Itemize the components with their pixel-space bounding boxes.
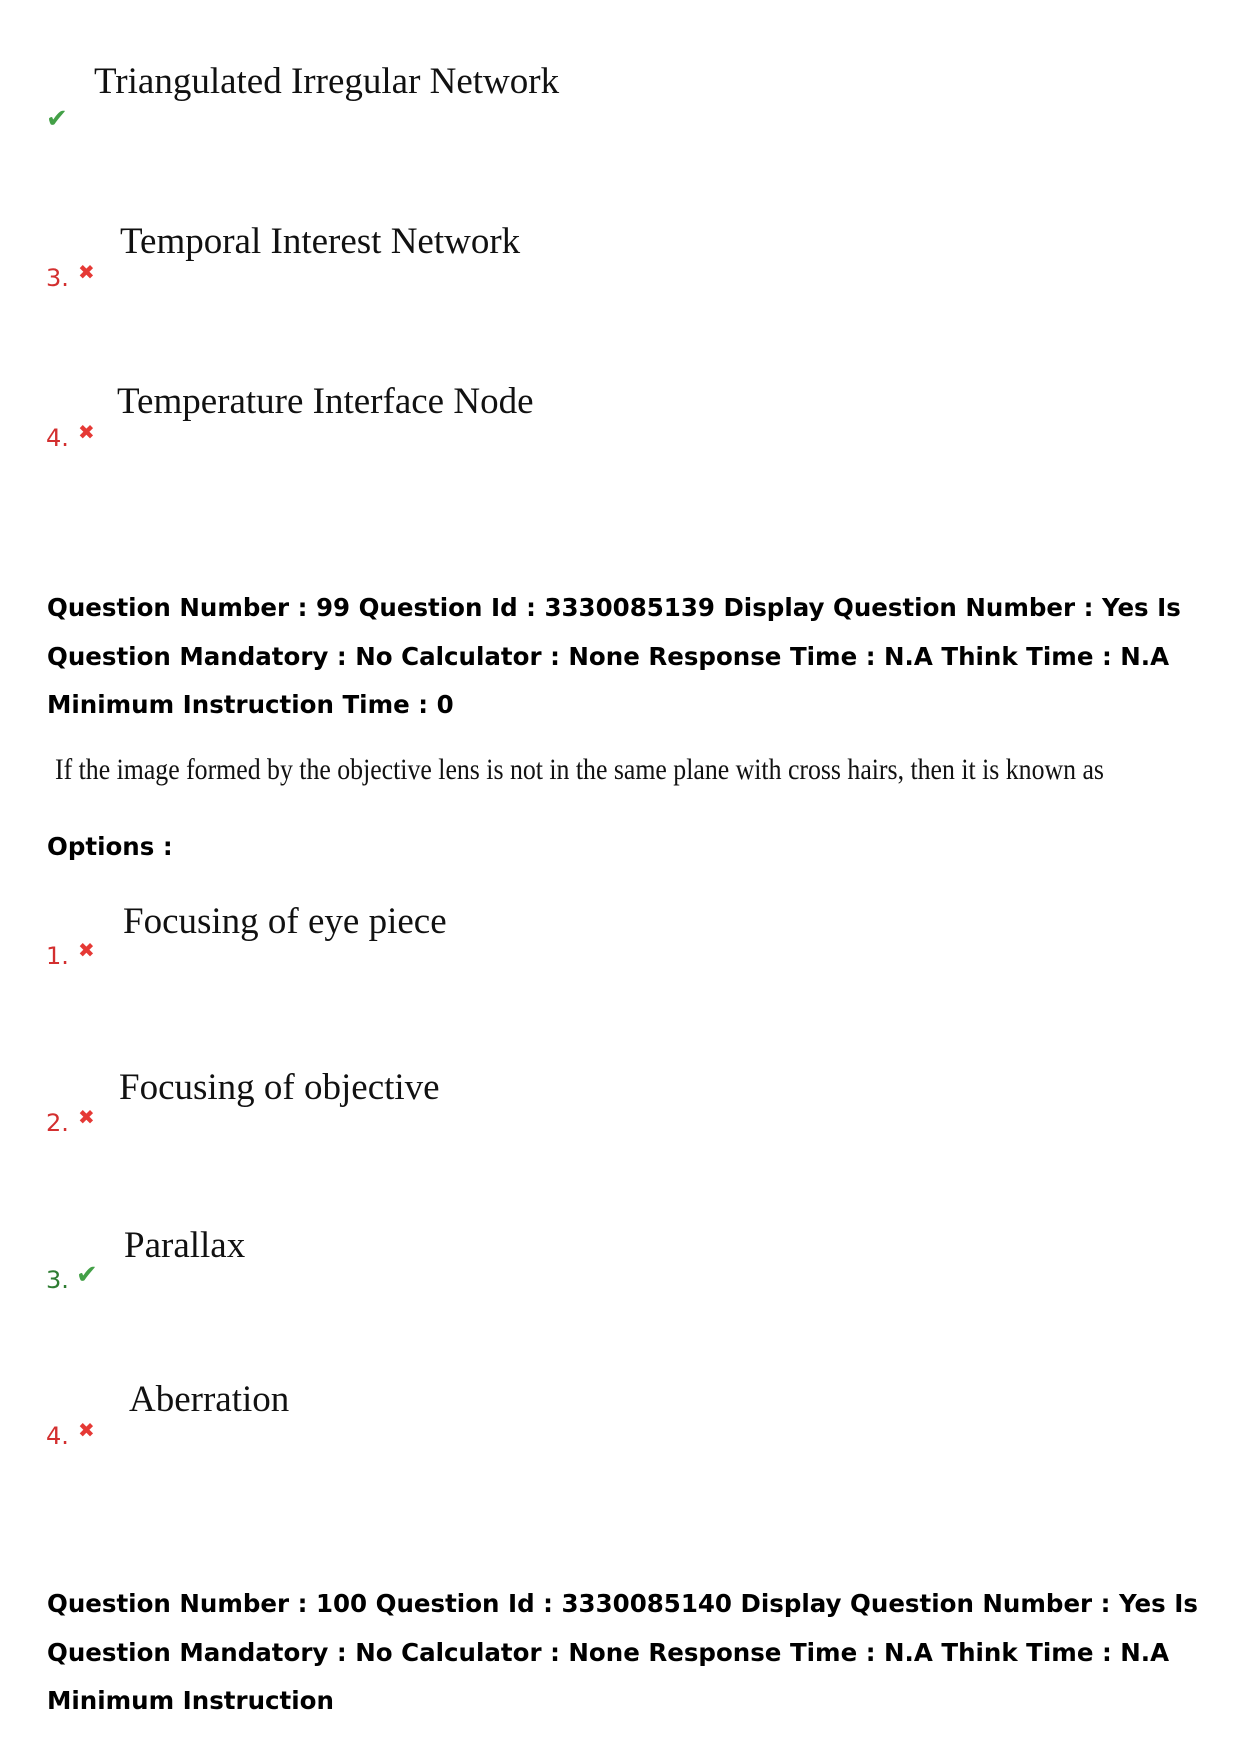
option-number: 4. xyxy=(46,1422,69,1450)
check-icon: ✔ xyxy=(46,104,68,134)
options-label: Options : xyxy=(47,832,173,861)
question-text: If the image formed by the objective lens is not in the same plane with cross hairs, then it is known as xyxy=(55,753,1104,786)
option-number: 3. xyxy=(46,264,69,292)
question-meta: Question Number : 99 Question Id : 3330085139 Display Question Number : Yes Is Question Mandatory : No Calculator : None Response Time : N.A Think Time : N.A Minimum Instruction Time : 0 xyxy=(47,593,1181,719)
question-meta: Question Number : 100 Question Id : 3330085140 Display Question Number : Yes Is Question Mandatory : No Calculator : None Response Time : N.A Think Time : N.A Minimum Instruction xyxy=(47,1589,1198,1715)
option-text: Temporal Interest Network xyxy=(120,221,521,262)
option-number: 2. xyxy=(46,1109,69,1137)
option-text: Focusing of eye piece xyxy=(123,901,447,942)
option-text: Focusing of objective xyxy=(119,1067,440,1108)
cross-icon: ✖ xyxy=(78,1418,95,1442)
option-text: Parallax xyxy=(124,1225,246,1266)
check-icon: ✔ xyxy=(76,1260,98,1290)
option-text: Triangulated Irregular Network xyxy=(94,61,560,102)
cross-icon: ✖ xyxy=(78,1105,95,1129)
option-number: 4. xyxy=(46,424,69,452)
option-text: Temperature Interface Node xyxy=(117,381,534,422)
cross-icon: ✖ xyxy=(78,938,95,962)
cross-icon: ✖ xyxy=(78,260,95,284)
option-number: 1. xyxy=(46,942,69,970)
cross-icon: ✖ xyxy=(78,420,95,444)
option-number: 3. xyxy=(46,1266,69,1294)
option-text: Aberration xyxy=(129,1379,290,1420)
